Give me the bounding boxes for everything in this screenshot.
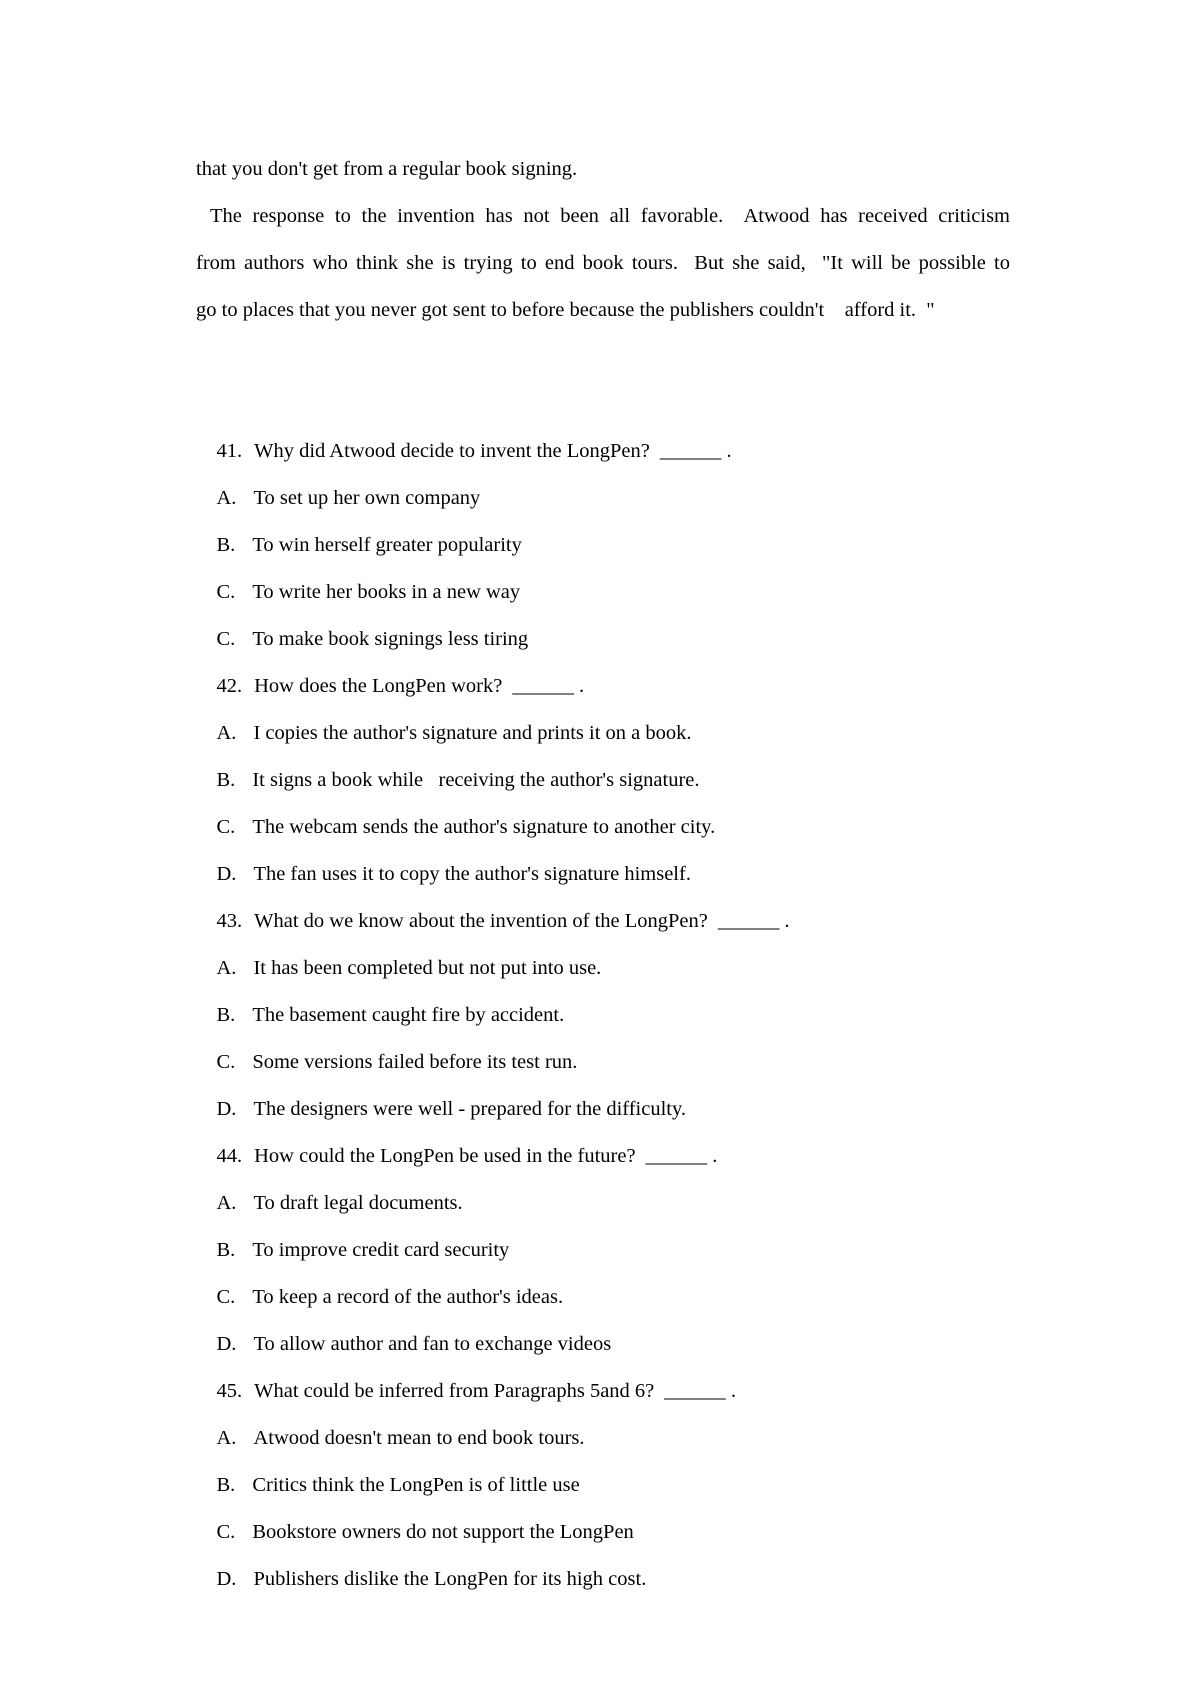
- option-label: A.: [216, 487, 237, 509]
- option-text: To set up her own company: [253, 487, 481, 509]
- option-label: A.: [216, 722, 237, 744]
- question-text: What do we know about the invention of the LongPen?: [254, 910, 708, 932]
- option-text: I copies the author's signature and prints it on a book.: [253, 722, 692, 744]
- option-label: B.: [216, 769, 236, 791]
- option-label: B.: [216, 1474, 236, 1496]
- option-text: It has been completed but not put into use.: [253, 957, 602, 979]
- option-text: To keep a record of the author's ideas.: [252, 1286, 564, 1308]
- option-text: The basement caught fire by accident.: [252, 1004, 565, 1026]
- option-label: C.: [216, 628, 236, 650]
- option-text: The fan uses it to copy the author's signature himself.: [253, 863, 691, 885]
- option-label: D.: [216, 1568, 237, 1590]
- answer-blank: ______ .: [717, 910, 790, 932]
- option-text: Bookstore owners do not support the LongPen: [252, 1521, 634, 1543]
- option-text: Publishers dislike the LongPen for its high cost.: [253, 1568, 647, 1590]
- passage-intro-line: that you don't get from a regular book signing.: [196, 158, 578, 180]
- option-label: A.: [216, 1427, 237, 1449]
- question-text: What could be inferred from Paragraphs 5and 6?: [254, 1380, 655, 1402]
- passage-paragraph-line: from authors who think she is trying to end book tours. But she said, "It will be possible to: [196, 252, 1010, 274]
- blank-line: [196, 334, 1010, 381]
- option-text: To write her books in a new way: [252, 581, 521, 603]
- option-text: To allow author and fan to exchange videos: [253, 1333, 612, 1355]
- option-label: C.: [216, 1521, 236, 1543]
- option-label: B.: [216, 1239, 236, 1261]
- option-text: Atwood doesn't mean to end book tours.: [253, 1427, 585, 1449]
- question-number: 44.: [216, 1145, 243, 1167]
- option-label: A.: [216, 957, 237, 979]
- passage-paragraph-line: The response to the invention has not been all favorable. Atwood has received criticism: [210, 205, 1010, 227]
- option-label: C.: [216, 581, 236, 603]
- question-number: 42.: [216, 675, 243, 697]
- option-label: C.: [216, 1051, 236, 1073]
- option-text: To draft legal documents.: [253, 1192, 463, 1214]
- option-text: Critics think the LongPen is of little use: [252, 1474, 580, 1496]
- question-text: How could the LongPen be used in the future?: [254, 1145, 636, 1167]
- question-text: Why did Atwood decide to invent the LongPen?: [254, 440, 650, 462]
- option-label: A.: [216, 1192, 237, 1214]
- option-label: B.: [216, 1004, 236, 1026]
- option-label: C.: [216, 816, 236, 838]
- option-text: The designers were well - prepared for the difficulty.: [253, 1098, 687, 1120]
- question-number: 41.: [216, 440, 243, 462]
- answer-blank: ______ .: [645, 1145, 718, 1167]
- answer-blank: ______ .: [664, 1380, 737, 1402]
- option-label: C.: [216, 1286, 236, 1308]
- answer-blank: ______ .: [659, 440, 732, 462]
- option-label: D.: [216, 863, 237, 885]
- question-number: 45.: [216, 1380, 243, 1402]
- option-text: It signs a book while receiving the author's signature.: [252, 769, 700, 791]
- option-text: To win herself greater popularity: [252, 534, 522, 556]
- option-label: D.: [216, 1098, 237, 1120]
- option-label: B.: [216, 534, 236, 556]
- question-number: 43.: [216, 910, 243, 932]
- question-41-line: [196, 381, 1010, 462]
- option-label: D.: [216, 1333, 237, 1355]
- option-text: Some versions failed before its test run.: [252, 1051, 578, 1073]
- option-text: To make book signings less tiring: [252, 628, 529, 650]
- option-text: To improve credit card security: [252, 1239, 510, 1261]
- option-text: The webcam sends the author's signature to another city.: [252, 816, 716, 838]
- passage-paragraph-line: go to places that you never got sent to before because the publishers couldn't afford it. ": [196, 299, 935, 321]
- answer-blank: ______ .: [512, 675, 585, 697]
- question-text: How does the LongPen work?: [254, 675, 503, 697]
